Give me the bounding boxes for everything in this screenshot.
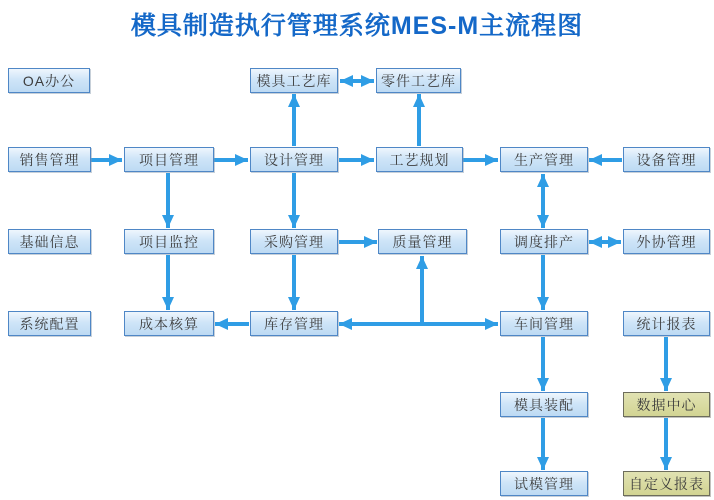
node-oa-office: OA办公 (8, 68, 90, 93)
node-cost-accounting: 成本核算 (124, 311, 214, 336)
node-mold-assembly: 模具装配 (500, 392, 588, 417)
node-process-planning: 工艺规划 (376, 147, 463, 172)
node-custom-reports: 自定义报表 (623, 471, 710, 496)
node-dispatch-scheduling: 调度排产 (500, 229, 588, 254)
node-statistical-reports: 统计报表 (623, 311, 710, 336)
node-outsourcing-management: 外协管理 (623, 229, 710, 254)
node-quality-management: 质量管理 (378, 229, 467, 254)
node-mold-process-library: 模具工艺库 (250, 68, 338, 93)
node-data-center: 数据中心 (623, 392, 710, 417)
node-system-configuration: 系统配置 (8, 311, 91, 336)
node-design-management: 设计管理 (250, 147, 338, 172)
node-equipment-management: 设备管理 (623, 147, 710, 172)
node-inventory-management: 库存管理 (250, 311, 338, 336)
node-trial-mold-management: 试模管理 (500, 471, 588, 496)
node-project-monitoring: 项目监控 (124, 229, 214, 254)
node-workshop-management: 车间管理 (500, 311, 588, 336)
node-basic-information: 基础信息 (8, 229, 91, 254)
node-project-management: 项目管理 (124, 147, 214, 172)
node-purchase-management: 采购管理 (250, 229, 338, 254)
node-production-management: 生产管理 (500, 147, 588, 172)
node-sales-management: 销售管理 (8, 147, 91, 172)
node-part-process-library: 零件工艺库 (376, 68, 461, 93)
page-title: 模具制造执行管理系统MES-M主流程图 (130, 12, 584, 40)
